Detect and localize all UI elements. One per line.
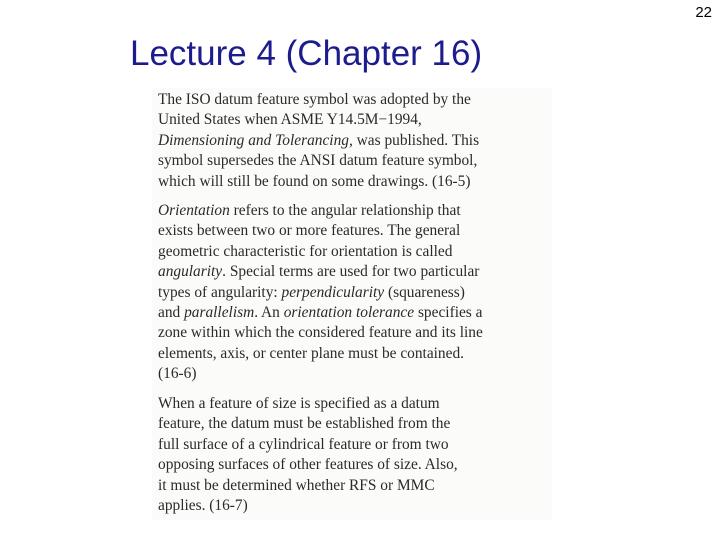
paragraph-orientation	[158, 201, 483, 385]
text-run: full surface of a cylindrical feature or from two	[158, 435, 449, 453]
italic-term: parallelism	[184, 304, 255, 322]
paragraph-datum-feature-symbol	[158, 90, 479, 192]
text-line	[158, 364, 483, 384]
text-line	[158, 90, 479, 110]
italic-term: Orientation	[158, 202, 230, 219]
text-line	[158, 283, 483, 303]
text-run: elements, axis, or center plane must be contained.	[158, 344, 464, 362]
text-run: it must be determined whether RFS or MMC	[158, 476, 435, 494]
text-line	[158, 455, 458, 475]
text-line	[158, 262, 483, 282]
text-line	[158, 323, 483, 343]
text-run: applies. (16-7)	[158, 497, 248, 515]
text-line	[158, 435, 458, 455]
page-number: 22	[695, 4, 712, 21]
text-line	[158, 110, 479, 130]
text-run: geometric characteristic for orientation is called	[158, 242, 453, 260]
text-line	[158, 344, 483, 364]
text-run: When a feature of size is specified as a datum	[158, 395, 440, 412]
text-run: United States when ASME Y14.5M−1994,	[158, 111, 422, 129]
text-run: . An	[254, 304, 284, 322]
italic-term: Dimensioning and Tolerancing,	[158, 131, 353, 149]
text-run: which will still be found on some drawings. (16-5)	[158, 172, 471, 190]
text-run: zone within which the considered feature and its line	[158, 324, 483, 342]
text-line	[158, 172, 479, 192]
text-run: specifies a	[414, 304, 483, 322]
text-run: The ISO datum feature symbol was adopted by the	[158, 91, 471, 108]
text-line	[158, 242, 483, 262]
text-run: types of angularity:	[158, 283, 282, 301]
text-run: refers to the angular relationship that	[229, 202, 461, 219]
text-line	[158, 496, 458, 516]
text-line	[158, 476, 458, 496]
italic-term: orientation tolerance	[283, 304, 415, 322]
text-run: . Special terms are used for two particular	[222, 263, 480, 281]
text-run: opposing surfaces of other features of size. Also,	[158, 456, 458, 474]
text-run: (16-6)	[158, 365, 197, 383]
text-run: (squareness)	[384, 283, 465, 301]
scanned-textbook-excerpt	[152, 88, 552, 520]
text-run: was published. This	[352, 131, 480, 149]
text-line	[158, 201, 483, 221]
text-run: and	[158, 304, 185, 322]
text-line	[158, 394, 458, 414]
text-line	[158, 221, 483, 241]
italic-term: angularity	[158, 263, 223, 281]
text-line	[158, 131, 479, 151]
text-run: exists between two or more features. The general	[158, 222, 461, 240]
text-line	[158, 414, 458, 434]
text-line	[158, 303, 483, 323]
text-line	[158, 151, 479, 171]
text-run: feature, the datum must be established from the	[158, 415, 451, 433]
text-run: symbol supersedes the ANSI datum feature symbol,	[158, 152, 478, 170]
paragraph-datum-feature-of-size	[158, 394, 458, 516]
slide-title: Lecture 4 (Chapter 16)	[130, 34, 483, 73]
italic-term: perpendicularity	[281, 283, 385, 301]
